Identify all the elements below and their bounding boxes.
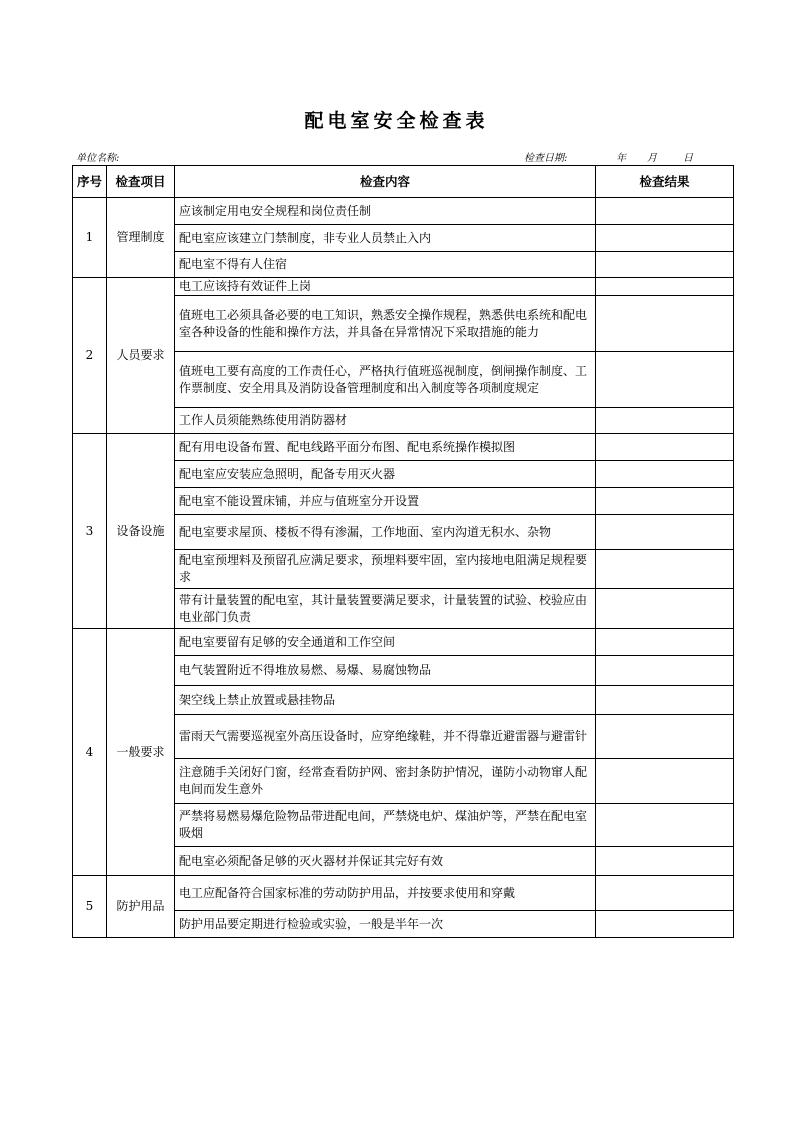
- check-item: 电气装置附近不得堆放易燃、易爆、易腐蚀物品: [175, 656, 596, 686]
- check-item: 带有计量装置的配电室，其计量装置要满足要求，计量装置的试验、校验应由电业部门负责: [175, 589, 596, 629]
- check-item: 防护用品要定期进行检验或实验，一般是半年一次: [175, 911, 596, 938]
- result-cell[interactable]: [596, 686, 734, 715]
- check-item: 电工应该持有效证件上岗: [175, 278, 596, 296]
- inspection-table: [72, 165, 734, 938]
- result-cell[interactable]: [596, 408, 734, 434]
- check-item: 配电室不得有人住宿: [175, 252, 596, 278]
- table-row: [73, 198, 734, 225]
- group-number: 1: [73, 198, 107, 278]
- check-item: 配电室不能设置床铺，并应与值班室分开设置: [175, 488, 596, 515]
- date-month-label: 月: [647, 153, 657, 164]
- check-item: 注意随手关闭好门窗，经常查看防护网、密封条防护情况，谨防小动物窜人配电间而发生意外: [175, 759, 596, 804]
- header-content: 检查内容: [175, 166, 596, 198]
- check-item: 值班电工要有高度的工作责任心，严格执行值班巡视制度，倒闸操作制度、工作票制度、安全用具及消防设备管理制度和出入制度等各项制度规定: [175, 352, 596, 408]
- result-cell[interactable]: [596, 804, 734, 847]
- header-row: [73, 166, 734, 198]
- group-category: 管理制度: [107, 198, 175, 278]
- header-result: 检查结果: [596, 166, 734, 198]
- check-item: 雷雨天气需要巡视室外高压设备时，应穿绝缘鞋，并不得靠近避雷器与避雷针: [175, 715, 596, 759]
- date-day-label: 日: [683, 153, 693, 164]
- result-cell[interactable]: [596, 488, 734, 515]
- result-cell[interactable]: [596, 911, 734, 938]
- result-cell[interactable]: [596, 629, 734, 656]
- result-cell[interactable]: [596, 589, 734, 629]
- check-item: 电工应配备符合国家标准的劳动防护用品，并按要求使用和穿戴: [175, 876, 596, 911]
- result-cell[interactable]: [596, 198, 734, 225]
- check-item: 配电室应该建立门禁制度，非专业人员禁止入内: [175, 225, 596, 252]
- check-item: 配电室预埋料及预留孔应满足要求，预埋料要牢固，室内接地电阻满足规程要求: [175, 550, 596, 589]
- group-category: 一般要求: [107, 629, 175, 876]
- check-item: 严禁将易燃易爆危险物品带进配电间，严禁烧电炉、煤油炉等，严禁在配电室吸烟: [175, 804, 596, 847]
- table-row: [73, 629, 734, 656]
- header-category: 检查项目: [107, 166, 175, 198]
- result-cell[interactable]: [596, 876, 734, 911]
- check-item: 工作人员须能熟练使用消防器材: [175, 408, 596, 434]
- date-label: 检查日期:: [524, 153, 568, 164]
- check-item: 值班电工必须具备必要的电工知识，熟悉安全操作规程，熟悉供电系统和配电室各种设备的性能和操作方法，并具备在异常情况下采取措施的能力: [175, 296, 596, 352]
- result-cell[interactable]: [596, 715, 734, 759]
- result-cell[interactable]: [596, 296, 734, 352]
- result-cell[interactable]: [596, 847, 734, 876]
- check-item: 架空线上禁止放置或悬挂物品: [175, 686, 596, 715]
- table-row: [73, 876, 734, 911]
- date-year-label: 年: [616, 153, 626, 164]
- unit-name-label: 单位名称:: [76, 153, 120, 164]
- check-item: 配有用电设备布置、配电线路平面分布图、配电系统操作模拟图: [175, 434, 596, 461]
- check-item: 配电室要留有足够的安全通道和工作空间: [175, 629, 596, 656]
- group-number: 4: [73, 629, 107, 876]
- check-item: 应该制定用电安全规程和岗位责任制: [175, 198, 596, 225]
- page-title: 配电室安全检查表: [304, 110, 489, 132]
- group-number: 5: [73, 876, 107, 938]
- check-item: 配电室应安装应急照明，配备专用灭火器: [175, 461, 596, 488]
- table-row: [73, 278, 734, 296]
- result-cell[interactable]: [596, 278, 734, 296]
- check-item: 配电室必须配备足够的灭火器材并保证其完好有效: [175, 847, 596, 876]
- result-cell[interactable]: [596, 515, 734, 550]
- group-category: 防护用品: [107, 876, 175, 938]
- result-cell[interactable]: [596, 550, 734, 589]
- group-number: 2: [73, 278, 107, 434]
- result-cell[interactable]: [596, 225, 734, 252]
- check-item: 配电室要求屋顶、楼板不得有渗漏，工作地面、室内沟道无积水、杂物: [175, 515, 596, 550]
- result-cell[interactable]: [596, 461, 734, 488]
- group-category: 人员要求: [107, 278, 175, 434]
- result-cell[interactable]: [596, 434, 734, 461]
- table-row: [73, 434, 734, 461]
- group-category: 设备设施: [107, 434, 175, 629]
- result-cell[interactable]: [596, 759, 734, 804]
- result-cell[interactable]: [596, 252, 734, 278]
- header-seq: 序号: [73, 166, 107, 198]
- inspection-date: [524, 149, 693, 164]
- result-cell[interactable]: [596, 352, 734, 408]
- result-cell[interactable]: [596, 656, 734, 686]
- group-number: 3: [73, 434, 107, 629]
